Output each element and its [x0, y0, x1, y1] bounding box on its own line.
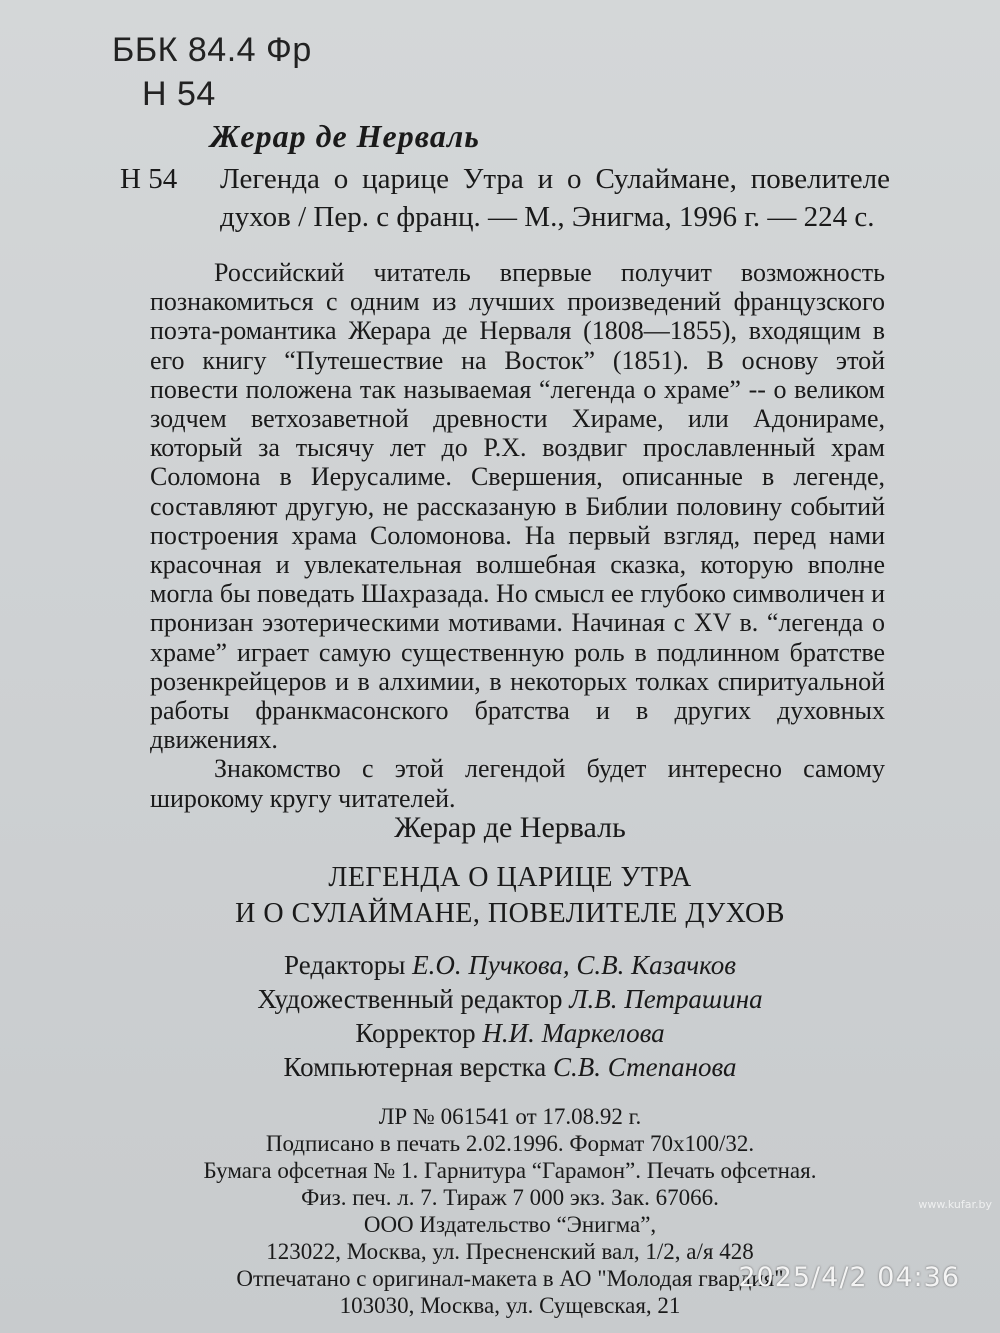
- imprint-line: Физ. печ. л. 7. Тираж 7 000 экз. Зак. 67066.: [301, 1185, 719, 1210]
- credits-author: Жерар де Нерваль: [394, 811, 626, 844]
- bibliographic-record: [120, 160, 890, 236]
- credits-title-line: ЛЕГЕНДА О ЦАРИЦЕ УТРА: [328, 862, 692, 893]
- staff-line: [150, 948, 870, 982]
- staff-name: Е.О. Пучкова, С.В. Казачков: [412, 950, 736, 980]
- bibliographic-description: Легенда о царице Утра и о Сулаймане, повелителе духов / Пер. с франц. — М., Энигма, 1996 г. — 224 с.: [220, 163, 890, 233]
- photo-timestamp: 2025/4/2 04:36: [738, 1262, 960, 1293]
- staff-role: Корректор: [355, 1018, 476, 1048]
- staff-role: Художественный редактор: [257, 984, 563, 1014]
- staff-name: Н.И. Маркелова: [482, 1018, 665, 1048]
- imprint-line: ООО Издательство “Энигма”,: [363, 1212, 657, 1237]
- credits-title-line: И О СУЛАЙМАНЕ, ПОВЕЛИТЕЛЕ ДУХОВ: [235, 898, 785, 929]
- staff-line: [150, 1016, 870, 1050]
- author-mark: Н 54: [142, 75, 216, 113]
- imprint-line: Отпечатано с оригинал-макета в АО "Молодая гвардия": [236, 1266, 784, 1291]
- staff-line: [150, 982, 870, 1016]
- annotation: [150, 258, 885, 813]
- imprint-line: Бумага офсетная № 1. Гарнитура “Гарамон”. Печать офсетная.: [203, 1158, 817, 1183]
- staff-list: [150, 948, 870, 1084]
- staff-name: С.В. Степанова: [552, 1052, 737, 1082]
- site-watermark: www.kufar.by: [918, 1198, 992, 1211]
- staff-name: Л.В. Петрашина: [569, 984, 763, 1014]
- catalog-code: Н 54: [120, 163, 178, 195]
- annotation-paragraph: Российский читатель впервые получит возможность познакомиться с одним из лучших произведений французского поэта-романтика Жерара де Нерваля (1808—1855), входящим в его книгу “Путешествие на Восток” (1851). В основу этой повести положена так называемая “легенда о храме” -- о великом зодчем ветхозаветной древности Хираме, или Адонираме, который за тысячу лет до Р.Х. воздвиг прославленный храм Соломона в Иерусалиме. Свершения, описанные в легенде, составляют другую, не рассказаную в Библии половину событий построения храма Соломонова. На первый взгляд, перед нами красочная и увлекательная волшебная сказка, которую вполне могла бы поведать Шахразада. Но смысл ее глубоко символичен и пронизан эзотерическими мотивами. Начиная с XV в. “легенда о храме” играет самую существенную роль в подлинном братстве розенкрейцеров и в алхимии, в некоторых толках спиритуальной работы франкмасонского братства и в других духовных движениях.: [150, 258, 885, 755]
- imprint-line: 123022, Москва, ул. Пресненский вал, 1/2, а/я 428: [266, 1239, 754, 1264]
- imprint-line: ЛР № 061541 от 17.08.92 г.: [378, 1104, 642, 1129]
- staff-line: [150, 1050, 870, 1084]
- imprint-line: 103030, Москва, ул. Сущевская, 21: [339, 1293, 681, 1318]
- library-stamp: [112, 28, 312, 116]
- annotation-paragraph: Знакомство с этой легендой будет интересно самому широкому кругу читателей.: [150, 754, 885, 813]
- staff-role: Компьютерная верстка: [283, 1052, 547, 1082]
- catalog-author: Жерар де Нерваль: [210, 118, 480, 154]
- credits-block: [150, 808, 870, 1084]
- imprint-line: Подписано в печать 2.02.1996. Формат 70x100/32.: [265, 1131, 755, 1156]
- staff-role: Редакторы: [284, 950, 406, 980]
- bbk-code: ББК 84.4 Фр: [112, 31, 312, 69]
